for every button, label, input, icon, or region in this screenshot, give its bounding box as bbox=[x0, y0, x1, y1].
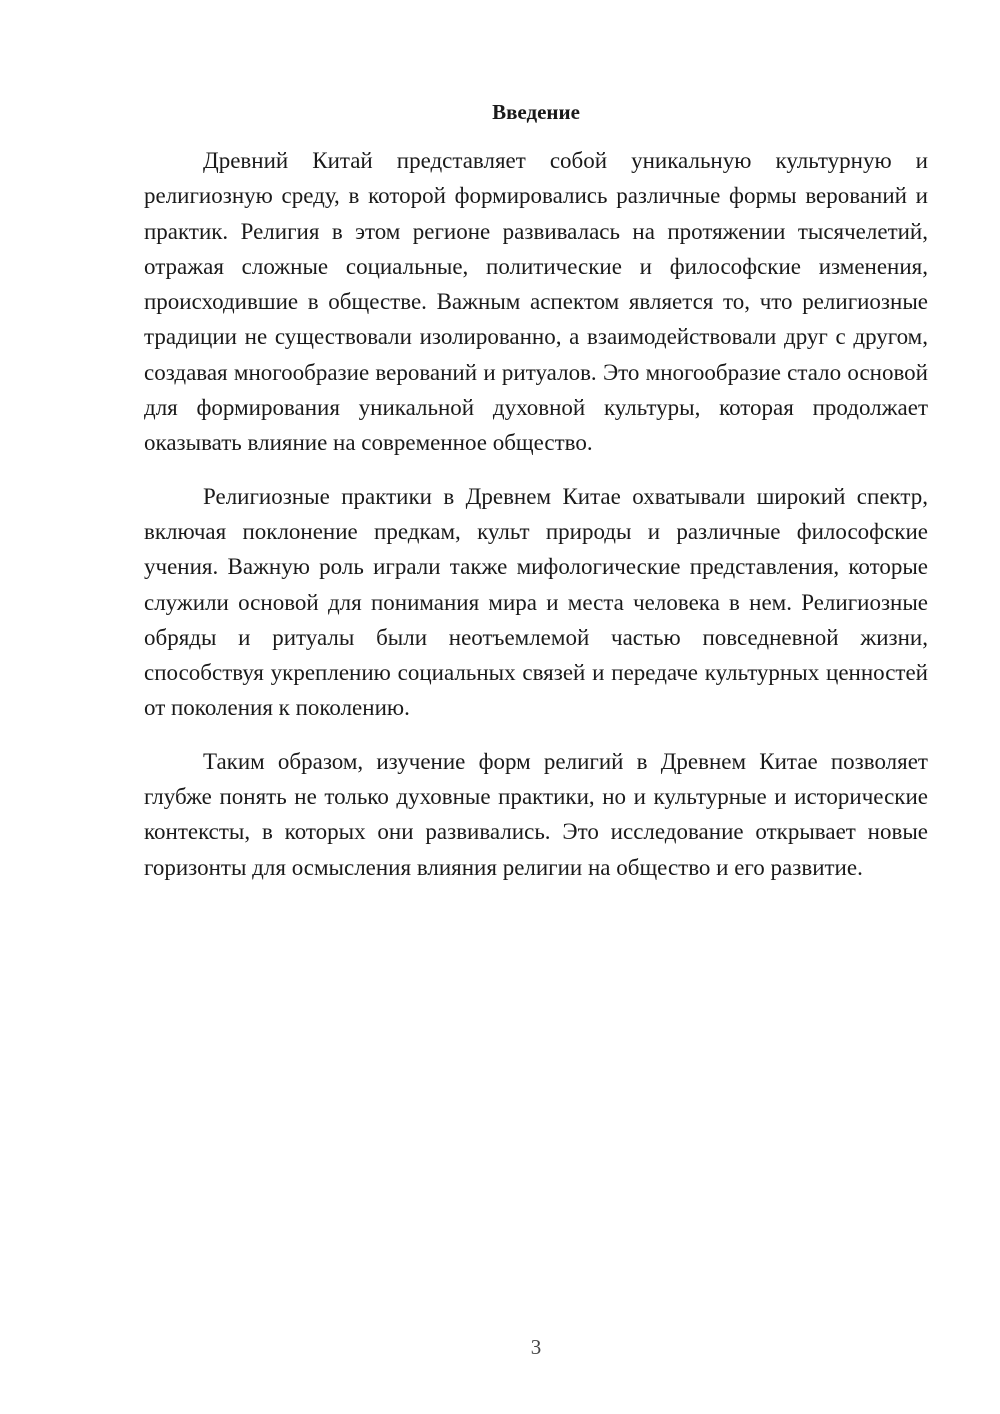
body-text bbox=[144, 143, 928, 903]
paragraph-1: Древний Китай представляет собой уникальную культурную и религиозную среду, в которой формировались различные формы верований и практик. Религия в этом регионе развивалась на протяжении тысячелетий, отражая сложные социальные, политические и философские изменения, происходившие в обществе. Важным аспектом является то, что религиозные традиции не существовали изолированно, а взаимодействовали друг с другом, создавая многообразие верований и ритуалов. Это многообразие стало основой для формирования уникальной духовной культуры, которая продолжает оказывать влияние на современное общество. bbox=[144, 148, 928, 456]
page-title: Введение bbox=[492, 100, 580, 124]
paragraph-2: Религиозные практики в Древнем Китае охватывали широкий спектр, включая поклонение предкам, культ природы и различные философские учения. Важную роль играли также мифологические представления, которые служили основой для понимания мира и места человека в нем. Религиозные обряды и ритуалы были неотъемлемой частью повседневной жизни, способствуя укреплению социальных связей и передаче культурных ценностей от поколения к поколению. bbox=[144, 483, 928, 721]
paragraph-3: Таким образом, изучение форм религий в Древнем Китае позволяет глубже понять не только духовные практики, но и культурные и исторические контексты, в которых они развивались. Это исследование открывает новые горизонты для осмысления влияния религии на общество и его развитие. bbox=[144, 748, 928, 880]
page-number: 3 bbox=[530, 1335, 542, 1359]
